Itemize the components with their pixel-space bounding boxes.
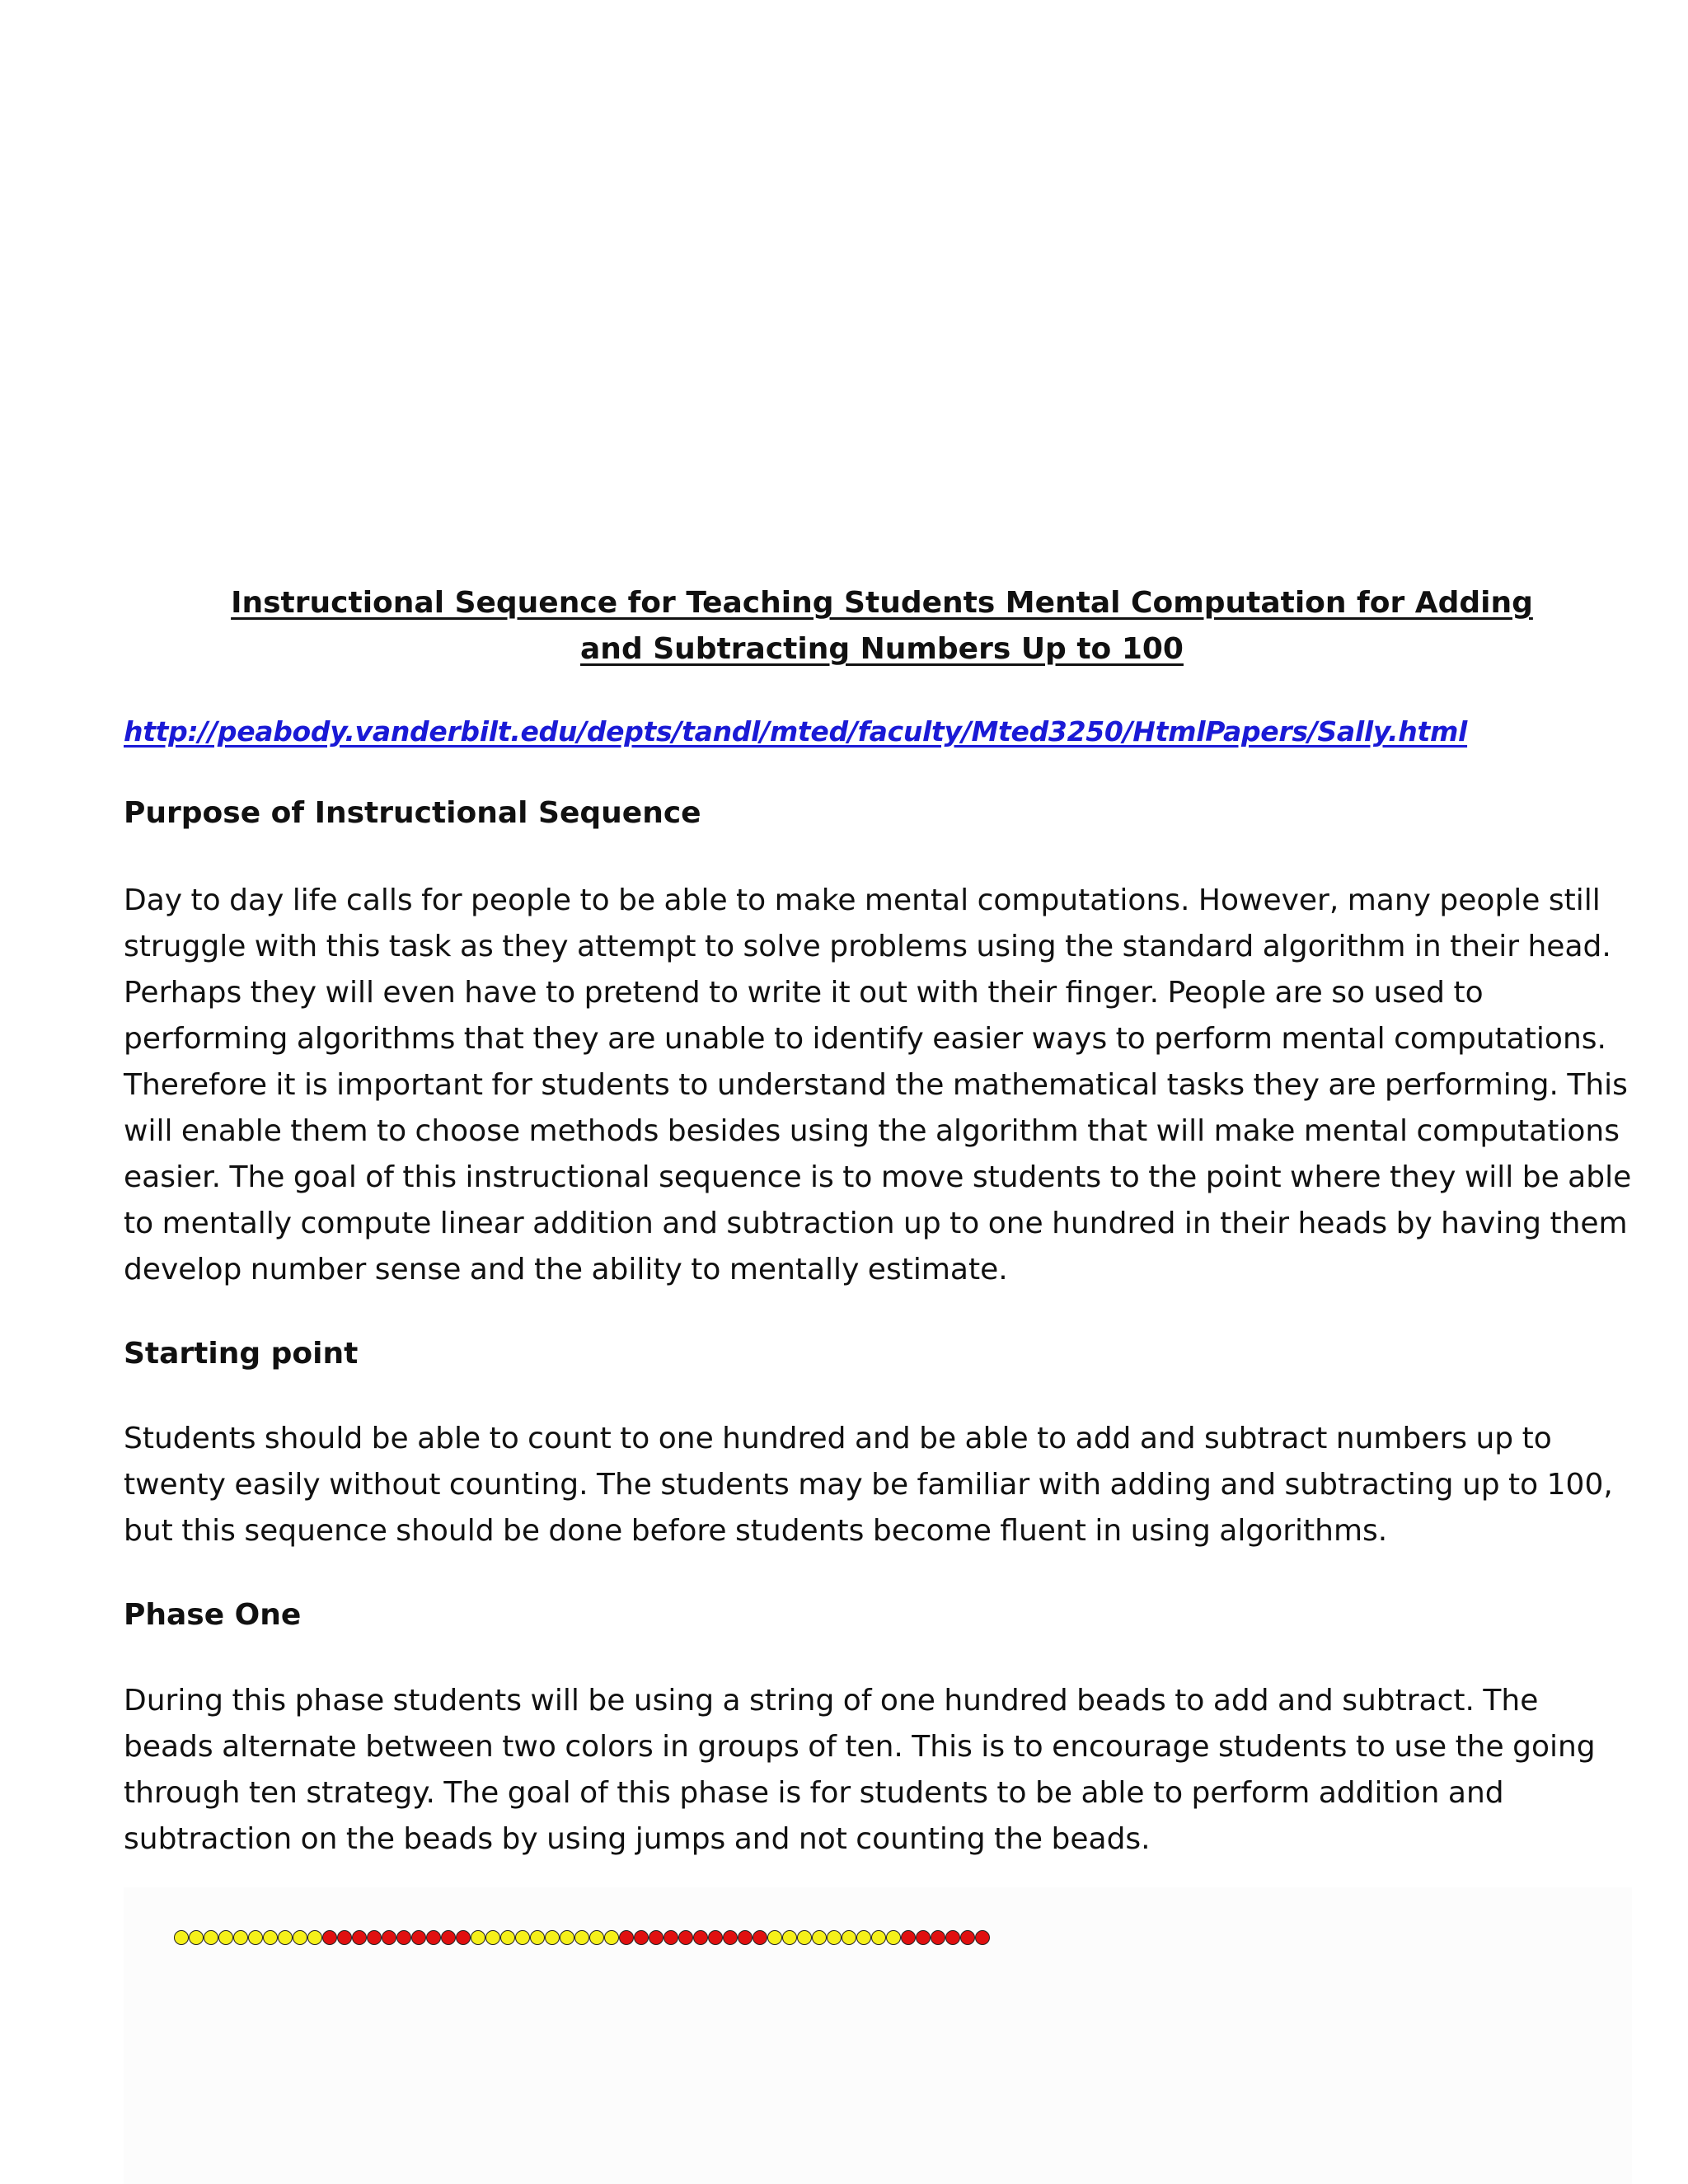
red-bead xyxy=(441,1930,456,1945)
yellow-bead xyxy=(886,1930,901,1945)
yellow-bead xyxy=(485,1930,500,1945)
red-bead xyxy=(367,1930,382,1945)
yellow-bead xyxy=(782,1930,797,1945)
yellow-bead xyxy=(515,1930,530,1945)
yellow-bead xyxy=(604,1930,619,1945)
red-bead xyxy=(426,1930,441,1945)
red-bead xyxy=(649,1930,663,1945)
starting-point-heading: Starting point xyxy=(124,1337,359,1371)
red-bead xyxy=(753,1930,767,1945)
yellow-bead xyxy=(471,1930,485,1945)
red-bead xyxy=(322,1930,337,1945)
yellow-bead xyxy=(530,1930,545,1945)
yellow-bead xyxy=(189,1930,204,1945)
yellow-bead xyxy=(856,1930,871,1945)
purpose-paragraph: Day to day life calls for people to be able to make mental computations. However, many people still struggle with this task as they attempt to solve problems using the standard algorithm in their head. Perhaps they will even have to pretend to write it out with their finger. People are so used to performing algorithms that they are unable to identify easier ways to perform mental computations. Therefore it is important for students to understand the mathematical tasks they are performing. This will enable them to choose methods besides using the algorithm that will make mental computations easier. The goal of this instructional sequence is to move students to the point where they will be able to mentally compute linear addition and subtraction up to one hundred in their heads by having them develop number sense and the ability to mentally estimate. xyxy=(124,883,1632,1286)
red-bead xyxy=(916,1930,931,1945)
source-url-link[interactable]: http://peabody.vanderbilt.edu/depts/tandl/mted/faculty/Mted3250/HtmlPapers/Sally.html xyxy=(124,715,1468,748)
red-bead xyxy=(396,1930,411,1945)
yellow-bead xyxy=(500,1930,515,1945)
yellow-bead xyxy=(589,1930,604,1945)
red-bead xyxy=(619,1930,634,1945)
red-bead xyxy=(382,1930,396,1945)
red-bead xyxy=(693,1930,708,1945)
yellow-bead xyxy=(278,1930,293,1945)
document-title: Instructional Sequence for Teaching Students Mental Computation for Adding and Subtracting Numbers Up to 100 xyxy=(231,586,1533,666)
yellow-bead xyxy=(248,1930,263,1945)
yellow-bead xyxy=(871,1930,886,1945)
red-bead xyxy=(931,1930,945,1945)
yellow-bead xyxy=(827,1930,842,1945)
red-bead xyxy=(352,1930,367,1945)
red-bead xyxy=(901,1930,916,1945)
yellow-bead xyxy=(293,1930,307,1945)
red-bead xyxy=(678,1930,693,1945)
red-bead xyxy=(945,1930,960,1945)
yellow-bead xyxy=(545,1930,560,1945)
yellow-bead xyxy=(204,1930,218,1945)
red-bead xyxy=(337,1930,352,1945)
red-bead xyxy=(708,1930,723,1945)
bead-string-image xyxy=(174,1929,990,1947)
yellow-bead xyxy=(574,1930,589,1945)
red-bead xyxy=(975,1930,990,1945)
phase-one-paragraph: During this phase students will be using a string of one hundred beads to add and subtract. The beads alternate between two colors in groups of ten. This is to encourage students to use the going through ten strategy. The goal of this phase is for students to be able to perform addition and subtraction on the beads by using jumps and not counting the beads. xyxy=(124,1684,1596,1856)
yellow-bead xyxy=(233,1930,248,1945)
starting-point-paragraph: Students should be able to count to one hundred and be able to add and subtract numbers up to twenty easily without counting. The students may be familiar with adding and subtracting up to 100, but this sequence should be done before students become fluent in using algorithms. xyxy=(124,1422,1613,1548)
red-bead xyxy=(738,1930,753,1945)
yellow-bead xyxy=(174,1930,189,1945)
yellow-bead xyxy=(307,1930,322,1945)
red-bead xyxy=(456,1930,471,1945)
red-bead xyxy=(723,1930,738,1945)
yellow-bead xyxy=(263,1930,278,1945)
red-bead xyxy=(634,1930,649,1945)
red-bead xyxy=(663,1930,678,1945)
phase-one-heading: Phase One xyxy=(124,1598,302,1632)
yellow-bead xyxy=(812,1930,827,1945)
yellow-bead xyxy=(767,1930,782,1945)
yellow-bead xyxy=(560,1930,574,1945)
red-bead xyxy=(411,1930,426,1945)
yellow-bead xyxy=(842,1930,856,1945)
purpose-heading: Purpose of Instructional Sequence xyxy=(124,796,701,830)
yellow-bead xyxy=(218,1930,233,1945)
red-bead xyxy=(960,1930,975,1945)
yellow-bead xyxy=(797,1930,812,1945)
